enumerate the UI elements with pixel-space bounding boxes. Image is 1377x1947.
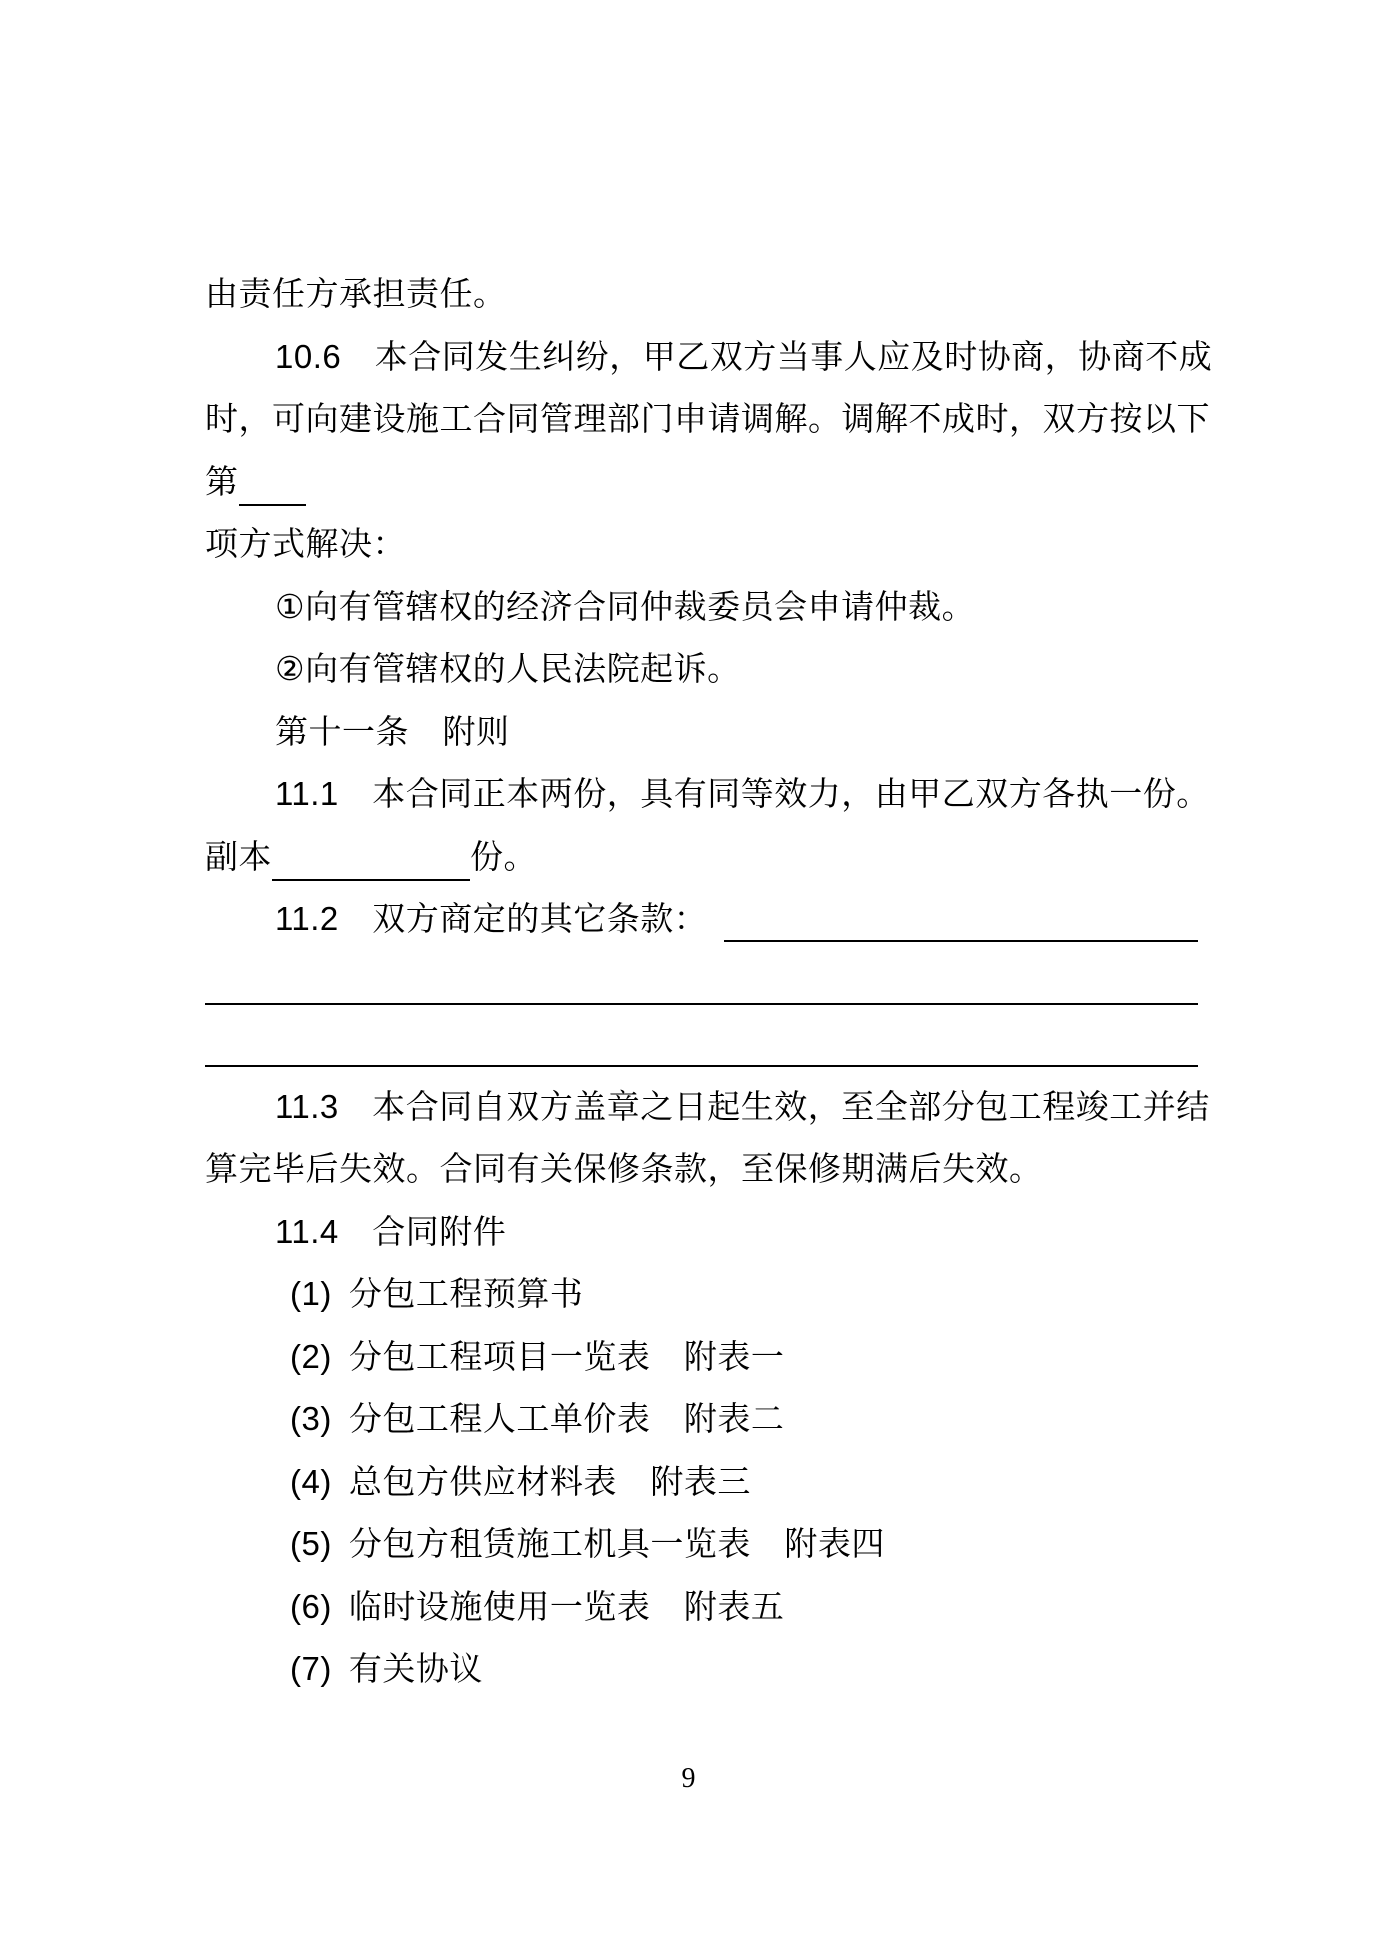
fill-in-blank-short xyxy=(239,504,306,506)
fill-in-blank-other-terms xyxy=(724,888,1198,942)
clause-10-6-blank-line xyxy=(205,451,1198,514)
clause-11-1-copies-prefix: 副本 xyxy=(205,837,272,875)
attachment-item-4: (4) 总包方供应材料表 附表三 xyxy=(290,1462,751,1500)
blank-ruled-line-1 xyxy=(205,951,1198,1014)
page-number: 9 xyxy=(681,1763,696,1794)
rule-line xyxy=(205,951,1198,1005)
article-11-heading: 第十一条 附则 xyxy=(275,712,510,750)
blank-ruled-line-2 xyxy=(205,1013,1198,1076)
clause-11-1-copies-suffix: 份。 xyxy=(470,837,537,875)
clause-10-6-line-1: 10.6 本合同发生纠纷，甲乙双方当事人应及时协商，协商不成 xyxy=(275,337,1213,375)
clause-11-1-line-2 xyxy=(205,826,1198,889)
clause-11-1-line-1: 11.1 本合同正本两份，具有同等效力，由甲乙双方各执一份。 xyxy=(275,775,1210,812)
clause-10-6-blank-prefix: 第 xyxy=(205,462,239,500)
dispute-option-2: ②向有管辖权的人民法院起诉。 xyxy=(275,650,741,687)
clause-11-4-heading: 11.4 合同附件 xyxy=(275,1212,507,1250)
attachment-item-2: (2) 分包工程项目一览表 附表一 xyxy=(290,1337,785,1375)
attachment-item-6: (6) 临时设施使用一览表 附表五 xyxy=(290,1587,785,1625)
fill-in-blank-copies xyxy=(272,879,470,881)
clause-11-2-line xyxy=(205,888,1198,951)
clause-10-6-line-2: 时，可向建设施工合同管理部门申请调解。调解不成时，双方按以下 xyxy=(205,400,1210,437)
clause-11-3-line-2: 算完毕后失效。合同有关保修条款，至保修期满后失效。 xyxy=(205,1150,1043,1187)
rule-line xyxy=(205,1013,1198,1067)
dispute-option-1: ①向有管辖权的经济合同仲裁委员会申请仲裁。 xyxy=(275,587,976,625)
attachment-item-3: (3) 分包工程人工单价表 附表二 xyxy=(290,1400,785,1437)
document-body xyxy=(205,263,1213,1701)
attachment-item-5: (5) 分包方租赁施工机具一览表 附表四 xyxy=(290,1525,885,1562)
attachment-item-1: (1) 分包工程预算书 xyxy=(290,1275,584,1312)
clause-11-3-line-1: 11.3 本合同自双方盖章之日起生效，至全部分包工程竣工并结 xyxy=(275,1087,1210,1125)
clause-11-2-label: 11.2 双方商定的其它条款： xyxy=(275,900,708,937)
clause-10-6-line-4: 项方式解决： xyxy=(205,525,406,562)
paragraph-tail-line: 由责任方承担责任。 xyxy=(205,275,507,312)
attachment-item-7: (7) 有关协议 xyxy=(290,1650,483,1687)
